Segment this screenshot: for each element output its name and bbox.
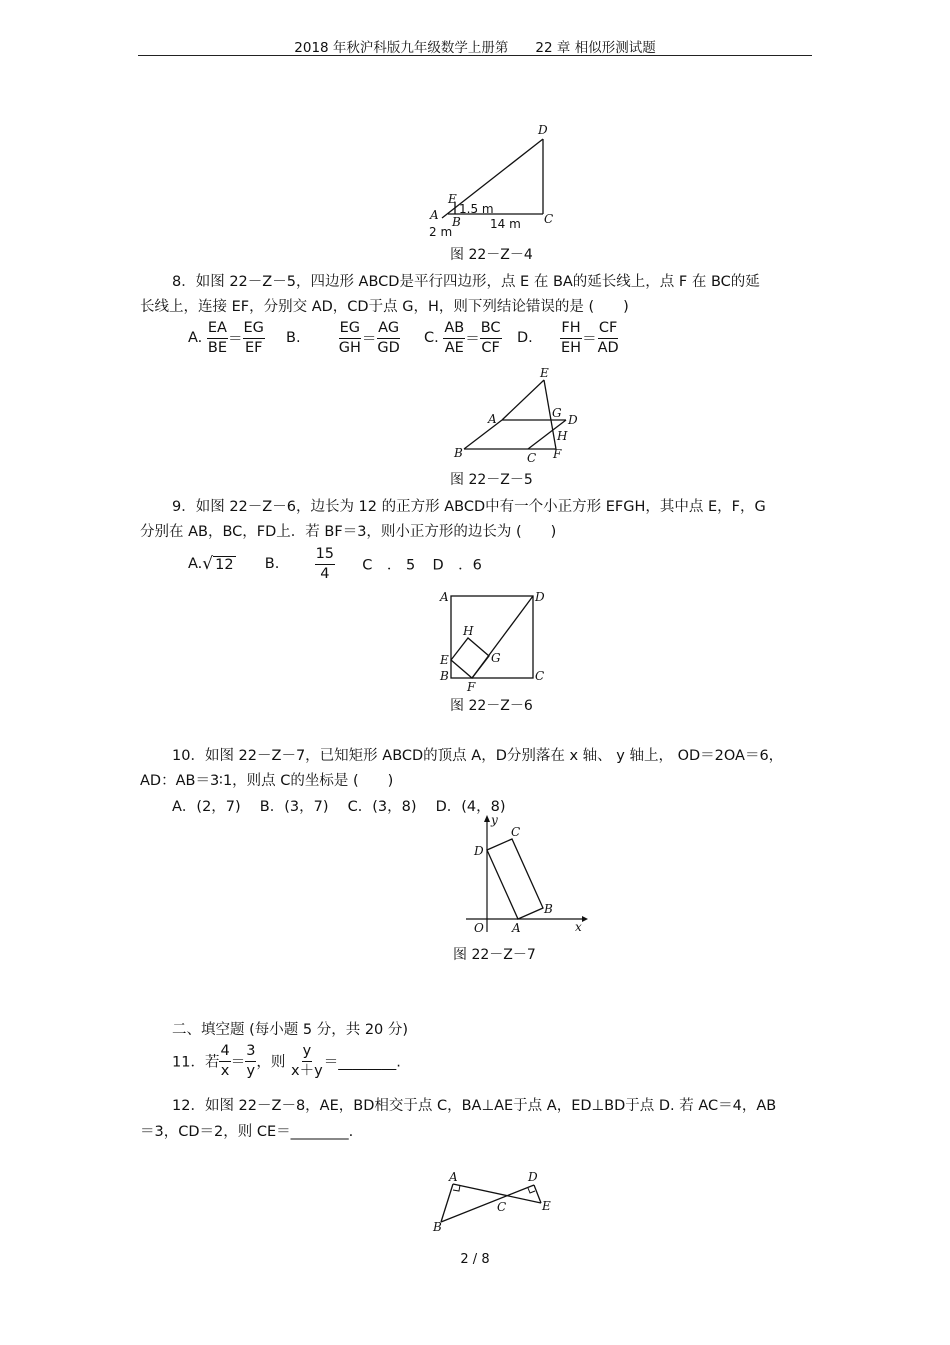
fig8-label-c: C xyxy=(497,1200,507,1214)
q11-f3-num: y xyxy=(302,1043,313,1062)
fig4-dim-eb: 1.5 m xyxy=(459,202,494,216)
q8-d-eq: ＝ xyxy=(582,331,597,348)
q12-line2: ＝3，CD＝2，则 CE＝________. xyxy=(140,1124,354,1140)
q8-d-n1: FH xyxy=(560,320,581,339)
fig7-label-c: C xyxy=(511,825,521,839)
q9-option-a-label: A. xyxy=(188,556,203,573)
q9-option-a-sqrt: √ 12 xyxy=(202,553,234,574)
q10-options: A．(2，7) B．(3，7) C．(3，8) D．(4，8) xyxy=(172,799,506,815)
fig5-label-d: D xyxy=(568,413,578,427)
fig5-label-h: H xyxy=(557,429,568,443)
fig4-label-e: E xyxy=(448,192,457,206)
fig7-label-y: y xyxy=(491,813,498,827)
q9-option-d: D ．6 xyxy=(432,557,482,574)
q8-b-d2: GD xyxy=(377,339,400,356)
q8-b-d1: GH xyxy=(338,339,361,356)
fig5-label-a: A xyxy=(488,412,497,426)
q11-frac2 xyxy=(245,1043,256,1079)
section2-title: 二、填空题 (每小题 5 分，共 20 分) xyxy=(172,1022,409,1038)
q11-prefix: 11．若 xyxy=(172,1054,220,1071)
q11-f3-den: x＋y xyxy=(291,1062,323,1079)
q11-eq: ＝ xyxy=(230,1054,246,1071)
q12-line1: 12．如图 22－Z－8，AE，BD相交于点 C，BA⊥AE于点 A，ED⊥BD于点 D. 若 AC＝4，AB xyxy=(172,1098,777,1114)
q10-line2: AD：AB＝3∶1，则点 C的坐标是 ( ) xyxy=(140,773,394,789)
q8-line2: 长线上，连接 EF，分别交 AD，CD于点 G，H，则下列结论错误的是 ( ) xyxy=(140,299,629,315)
q8-d-frac1 xyxy=(560,320,582,356)
q8-option-c-label: C. xyxy=(424,330,439,347)
fig4-label-b: B xyxy=(452,215,461,229)
fig7-caption: 图 22－Z－7 xyxy=(453,947,536,963)
q8-option-b xyxy=(286,320,401,356)
q8-d-frac2 xyxy=(597,320,620,356)
q8-c-n2: BC xyxy=(480,320,502,339)
fig7-label-d: D xyxy=(474,844,484,858)
q9-option-b-label: B. xyxy=(264,556,280,573)
fig6-caption: 图 22－Z－6 xyxy=(450,698,533,714)
q8-c-d1: AE xyxy=(444,339,464,356)
fig8-label-d: D xyxy=(528,1170,538,1184)
q11-frac3 xyxy=(290,1043,324,1079)
q8-b-n2: AG xyxy=(377,320,400,339)
q8-c-d2: CF xyxy=(481,339,500,356)
fig6-label-g: G xyxy=(491,651,501,665)
fig6-label-h: H xyxy=(463,624,474,638)
fig4-label-a: A xyxy=(430,208,439,222)
fig5-caption: 图 22－Z－5 xyxy=(450,472,533,488)
q8-option-a-label: A. xyxy=(188,330,203,347)
header-rule xyxy=(138,55,812,56)
q8-a-n1: EA xyxy=(207,320,228,339)
q9-line1: 9．如图 22－Z－6，边长为 12 的正方形 ABCD中有一个小正方形 EFGH，其中点 E，F，G xyxy=(172,499,766,515)
q9-b-num: 15 xyxy=(315,546,335,565)
q8-line1: 8．如图 22－Z－5，四边形 ABCD是平行四边形，点 E 在 BA的延长线上，点 F 在 BC的延 xyxy=(172,274,760,290)
fig4-dim-bc: 14 m xyxy=(490,217,521,231)
q10-line1: 10．如图 22－Z－7，已知矩形 ABCD的顶点 A，D分别落在 x 轴、 y 轴上， OD＝2OA＝6， xyxy=(172,748,784,764)
q8-option-b-label: B. xyxy=(286,330,301,347)
q9-b-den: 4 xyxy=(320,565,330,582)
fig6-label-e: E xyxy=(440,653,449,667)
q11-f2-den: y xyxy=(246,1062,256,1079)
figure-22-z-8 xyxy=(425,1165,565,1240)
q8-b-eq: ＝ xyxy=(361,331,377,348)
figure-22-z-4 xyxy=(420,120,560,240)
fig7-label-o: O xyxy=(474,921,484,935)
q8-a-d2: EF xyxy=(244,339,263,356)
q9-option-c: C ． 5 xyxy=(362,557,416,574)
q9-option-b-frac xyxy=(315,546,335,582)
fig8-label-e: E xyxy=(542,1199,551,1213)
fig5-label-b: B xyxy=(454,446,463,460)
q8-b-frac1 xyxy=(338,320,362,356)
fig7-label-b: B xyxy=(544,902,553,916)
fig7-label-a: A xyxy=(512,921,521,935)
q8-b-frac2 xyxy=(376,320,400,356)
fig8-label-b: B xyxy=(433,1220,442,1234)
fig6-label-d: D xyxy=(535,590,545,604)
q8-option-d-label: D. xyxy=(517,330,533,347)
q8-d-d1: EH xyxy=(561,339,582,356)
fig4-label-d: D xyxy=(538,123,548,137)
fig6-label-c: C xyxy=(535,669,545,683)
q8-a-frac1 xyxy=(207,320,228,356)
q11-frac1 xyxy=(219,1043,230,1079)
page-number: 2 / 8 xyxy=(460,1252,490,1267)
q8-a-eq: ＝ xyxy=(228,331,243,348)
q8-option-a xyxy=(188,320,265,356)
q8-b-n1: EG xyxy=(339,320,361,339)
q11-f1-den: x xyxy=(220,1062,230,1079)
q8-a-d1: BE xyxy=(207,339,227,356)
q8-c-frac1 xyxy=(443,320,465,356)
q11 xyxy=(172,1043,401,1079)
q11-suffix: ＝________. xyxy=(323,1054,401,1071)
fig6-label-b: B xyxy=(440,669,449,683)
fig7-label-x: x xyxy=(575,920,582,934)
q8-c-n1: AB xyxy=(443,320,465,339)
fig4-label-c: C xyxy=(544,212,554,226)
fig5-label-c: C xyxy=(527,451,537,465)
q8-option-c xyxy=(424,320,502,356)
figure-22-z-5 xyxy=(445,365,595,465)
figure-22-z-6 xyxy=(435,588,555,694)
q11-f2-num: 3 xyxy=(245,1043,256,1062)
q11-f1-num: 4 xyxy=(219,1043,230,1062)
fig5-label-e: E xyxy=(540,366,549,380)
q8-a-frac2 xyxy=(243,320,265,356)
figure-22-z-7 xyxy=(460,812,590,937)
fig4-caption: 图 22－Z－4 xyxy=(450,247,533,263)
fig6-label-a: A xyxy=(440,590,449,604)
q8-option-d xyxy=(517,320,620,356)
fig6-label-f: F xyxy=(467,680,476,694)
page-header: 2018 年秋沪科版九年级数学上册第 22 章 相似形测试题 xyxy=(294,40,656,56)
q9-line2: 分别在 AB，BC，FD上．若 BF＝3，则小正方形的边长为 ( ) xyxy=(140,524,557,540)
fig8-label-a: A xyxy=(449,1170,458,1184)
q9-option-a-radicand: 12 xyxy=(215,556,234,573)
fig5-label-f: F xyxy=(553,447,562,461)
q8-c-frac2 xyxy=(480,320,502,356)
fig4-dim-ab: 2 m xyxy=(429,225,453,239)
q8-d-d2: AD xyxy=(597,339,619,356)
q8-a-n2: EG xyxy=(243,320,265,339)
q11-mid: ，则 xyxy=(256,1054,286,1071)
fig5-label-g: G xyxy=(552,406,562,420)
q8-d-n2: CF xyxy=(598,320,618,339)
q9-options xyxy=(188,546,482,582)
q8-c-eq: ＝ xyxy=(465,331,480,348)
